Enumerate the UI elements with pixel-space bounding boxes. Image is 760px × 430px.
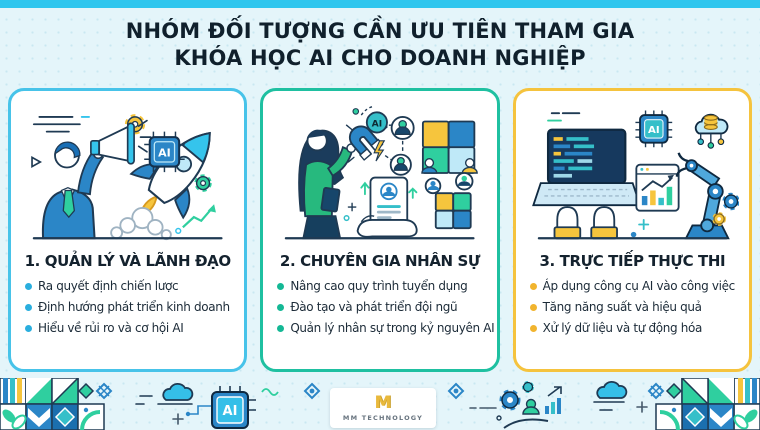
card-hr-specialist (260, 88, 499, 372)
puzzle-team-icon (422, 122, 477, 173)
cards-row (8, 88, 752, 372)
ai-chip-icon (186, 386, 256, 428)
bullet-dot (25, 304, 32, 311)
bullet-dot (530, 325, 537, 332)
mosaic-pattern-left (0, 378, 111, 430)
cloud-database-icon (695, 115, 727, 148)
cloud-icon (594, 382, 626, 410)
speed-lines-icon (548, 113, 579, 120)
title-line-1: NHÓM ĐỐI TƯỢNG CẦN ƯU TIÊN THAM GIA (125, 19, 635, 43)
play-triangle-icon (32, 157, 40, 166)
bullet-item: Quản lý nhân sự trong kỷ nguyên AI (277, 319, 486, 338)
card-2-bullets (273, 277, 495, 340)
profile-node-icon (392, 117, 414, 139)
bullet-dot (277, 325, 284, 332)
profile-node-icon (391, 155, 411, 175)
bullet-item: Đào tạo và phát triển đội ngũ (277, 298, 486, 317)
logo-text: MM TECHNOLOGY (342, 413, 424, 422)
analytics-window-icon (636, 165, 678, 211)
gear-icon (714, 214, 724, 224)
bullet-item: Tăng năng suất và hiệu quả (530, 298, 739, 317)
bullet-item: Xử lý dữ liệu và tự động hóa (530, 319, 739, 338)
svg-text:AI: AI (371, 118, 383, 130)
businessman-figure (43, 142, 103, 238)
plus-sparkle-icon (639, 220, 648, 229)
card-3-bullets (526, 277, 739, 340)
ai-chip-icon (635, 110, 672, 147)
diamond-dot-icon (449, 384, 463, 398)
card-3-heading: 3. TRỰC TIẾP THỰC THI (539, 252, 726, 270)
execution-illustration (526, 97, 739, 249)
bullet-item: Áp dụng công cụ AI vào công việc (530, 277, 739, 296)
bullet-dot (277, 283, 284, 290)
gear-icon (197, 177, 210, 190)
bullet-item: Định hướng phát triển kinh doanh (25, 298, 234, 317)
laptop-icon (533, 130, 640, 205)
bullet-dot (530, 283, 537, 290)
bullet-item: Nâng cao quy trình tuyển dụng (277, 277, 486, 296)
cloud-icon (136, 384, 192, 404)
card-2-heading: 2. CHUYÊN GIA NHÂN SỰ (279, 252, 481, 270)
bullet-dot (25, 283, 32, 290)
dot-accent (630, 232, 636, 238)
bullet-dot (25, 325, 32, 332)
leadership-illustration (21, 97, 234, 249)
diamond-dot-icon (305, 384, 319, 398)
card-1-heading: 1. QUẢN LÝ VÀ LÃNH ĐẠO (24, 252, 231, 270)
bullet-item: Hiểu về rủi ro và cơ hội AI (25, 319, 234, 338)
brand-logo (330, 388, 436, 428)
dot-accent (345, 216, 350, 221)
title-line-2: KHÓA HỌC AI CHO DOANH NGHIỆP (174, 46, 586, 70)
plus-sparkle-icon (173, 414, 183, 424)
squiggle-icon (262, 389, 278, 395)
bullet-dot (530, 304, 537, 311)
svg-text:AI: AI (222, 404, 238, 419)
card-1-bullets (21, 277, 234, 340)
svg-text:AI: AI (158, 146, 171, 160)
typing-hands-icon (554, 207, 617, 238)
puzzle-pair-icon (426, 173, 473, 228)
hr-woman-figure (299, 130, 355, 239)
logo-monogram: M (374, 392, 392, 413)
card-direct-execution (513, 88, 752, 372)
automation-hand-icon (497, 383, 561, 429)
speed-lines-icon (34, 117, 89, 132)
gear-icon (724, 195, 737, 208)
card-management-leadership (8, 88, 247, 372)
svg-text:AI: AI (647, 125, 660, 137)
top-accent-strip (0, 0, 760, 8)
bullet-dot (277, 304, 284, 311)
hr-illustration (273, 97, 486, 249)
bullet-item: Ra quyết định chiến lược (25, 277, 234, 296)
smoke-cloud-icon (111, 208, 171, 239)
plus-sparkle-icon (637, 402, 647, 412)
mosaic-pattern-right (649, 378, 760, 430)
page-title (0, 18, 760, 72)
plus-sparkle-icon (349, 203, 356, 210)
